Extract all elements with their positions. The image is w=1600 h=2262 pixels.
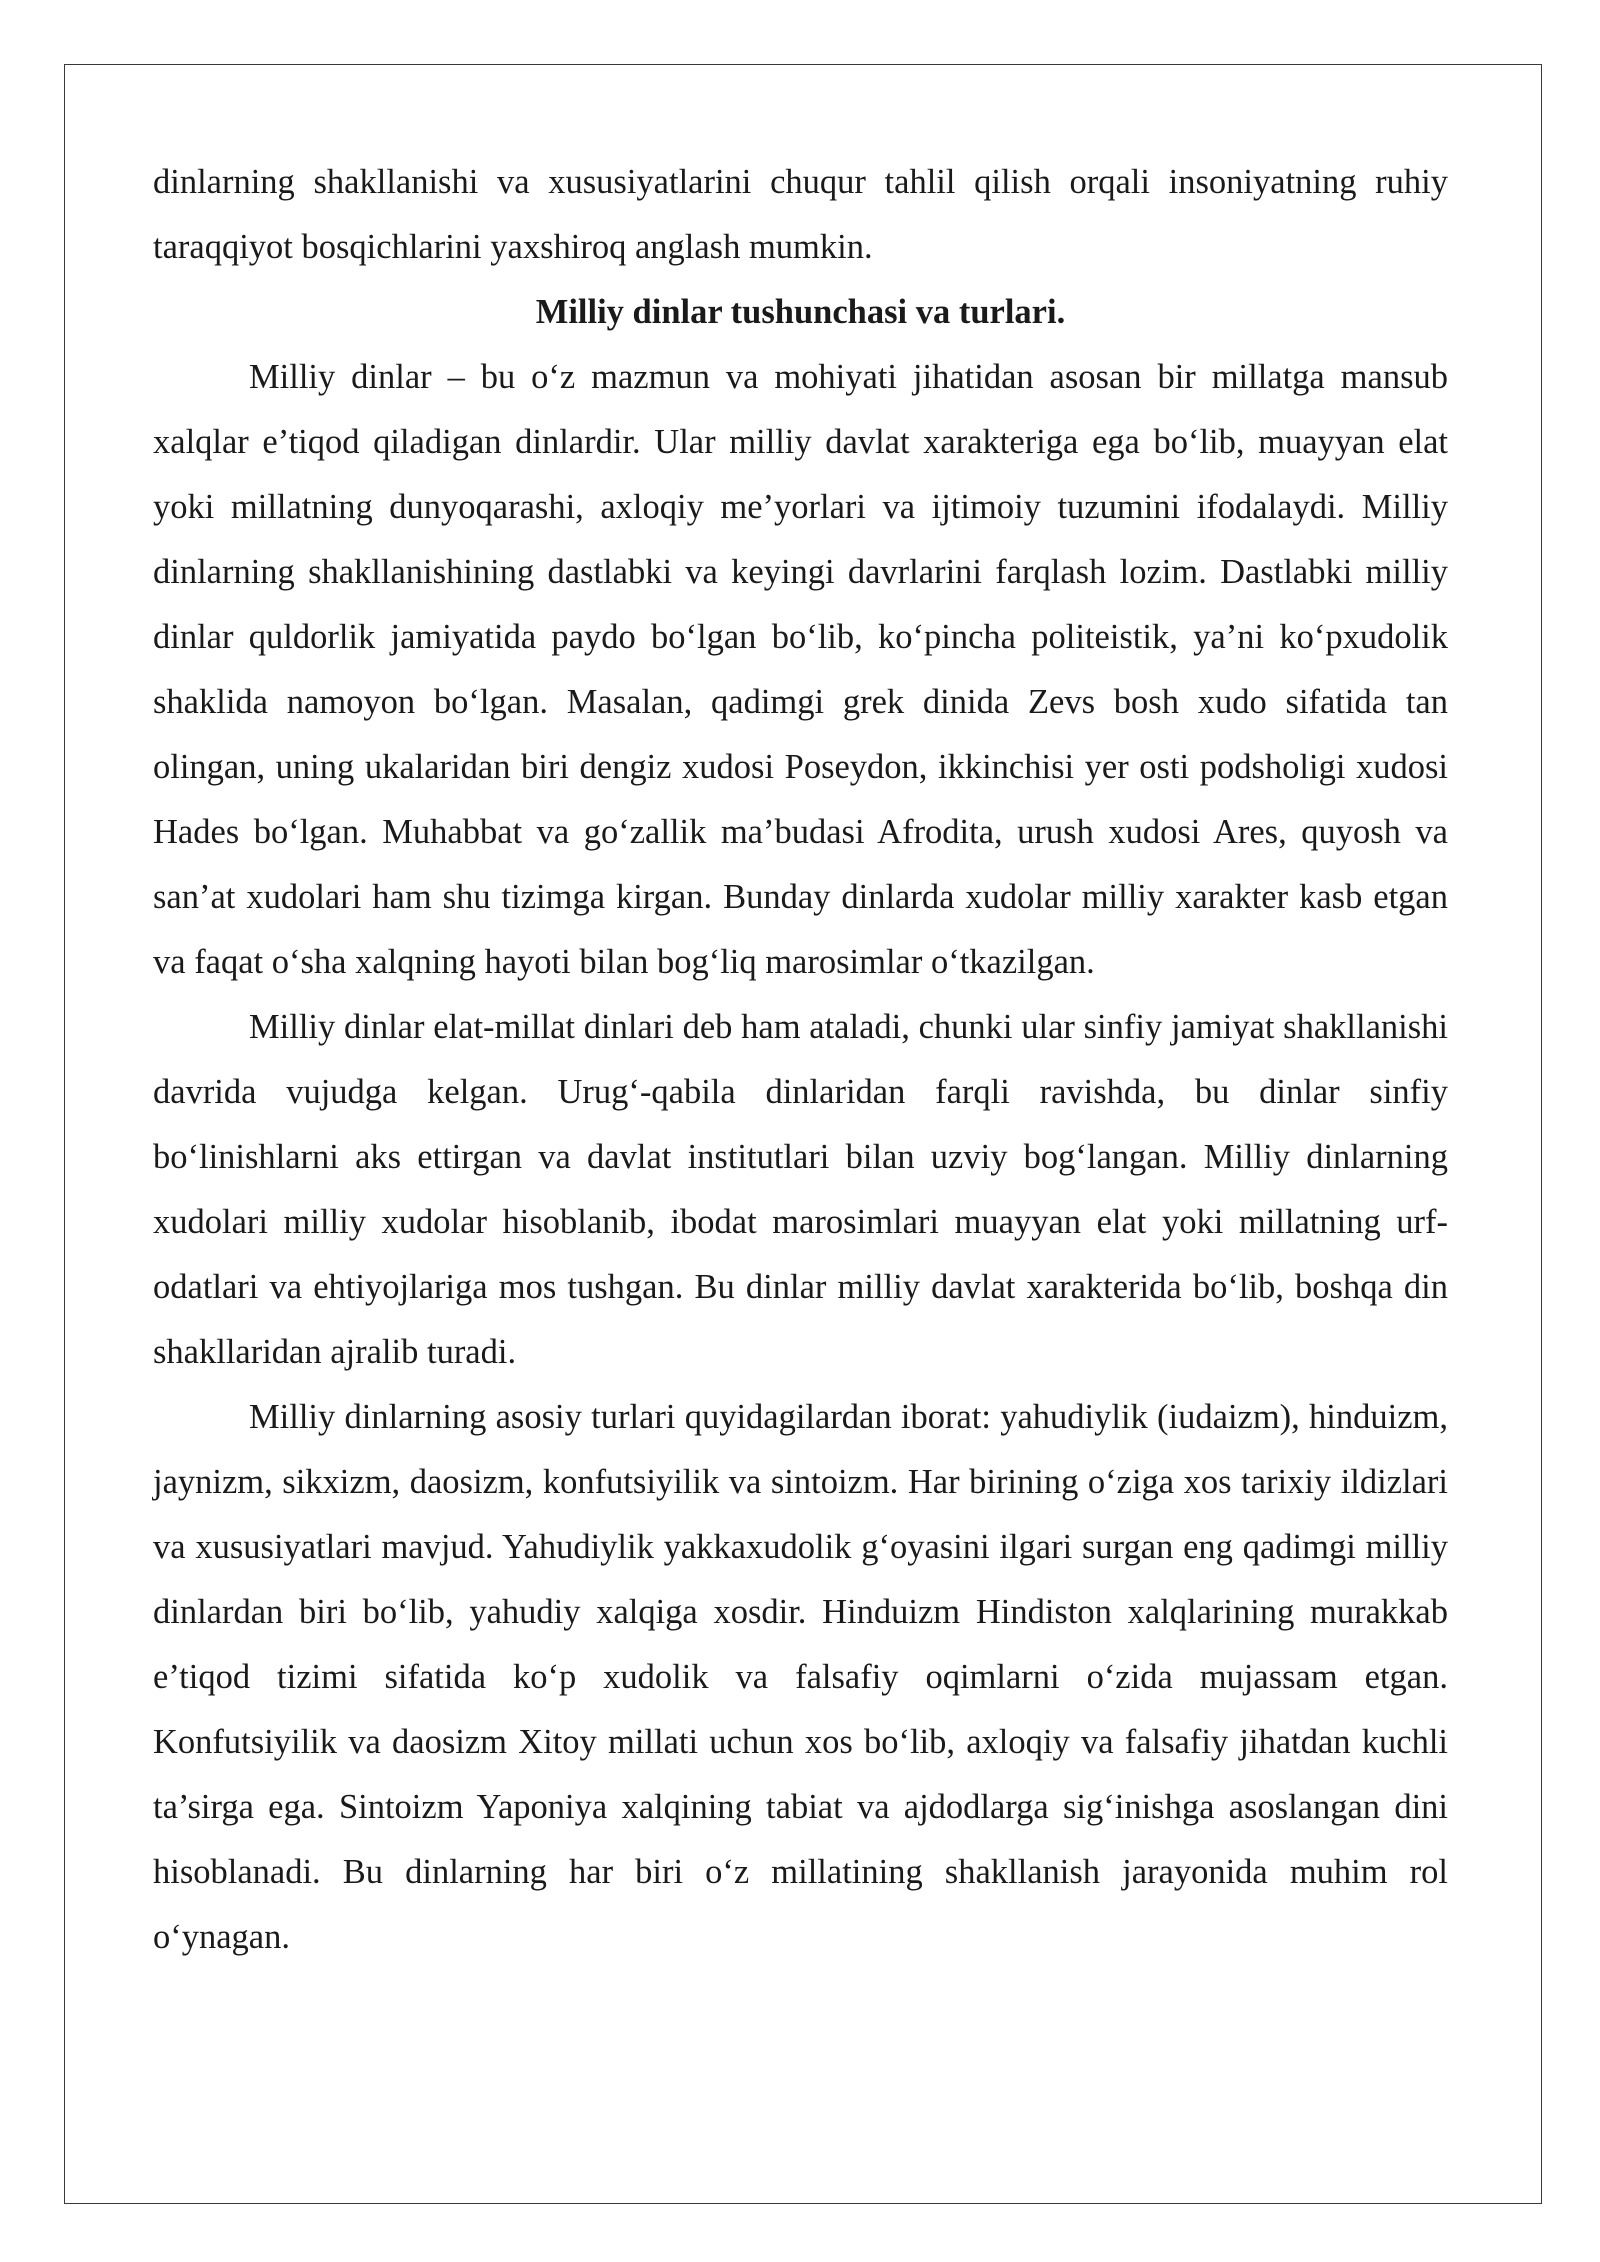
section-heading: Milliy dinlar tushunchasi va turlari. <box>535 293 1066 331</box>
document-body <box>153 150 1448 1970</box>
body-paragraph: Milliy dinlar elat-millat dinlari deb ham ataladi, chunki ular sinfiy jamiyat shakllanishi davrida vujudga kelgan. Urug‘-qabila dinlaridan farqli ravishda, bu dinlar sinfiy bo‘linishlarni aks ettirgan va davlat institutlari bilan uzviy bog‘langan. Milliy dinlarning xudolari milliy xudolar hisoblanib, ibodat marosimlari muayyan elat yoki millatning urf-odatlari va ehtiyojlariga mos tushgan. Bu dinlar milliy davlat xarakterida bo‘lib, boshqa din shakllaridan ajralib turadi. <box>153 1008 1448 1371</box>
intro-paragraph: dinlarning shakllanishi va xususiyatlarini chuqur tahlil qilish orqali insoniyatning ruhiy taraqqiyot bosqichlarini yaxshiroq anglash mumkin. <box>153 163 1448 266</box>
body-paragraph: Milliy dinlarning asosiy turlari quyidagilardan iborat: yahudiylik (iudaizm), hinduizm, jaynizm, sikxizm, daosizm, konfutsiyilik va sintoizm. Har birining o‘ziga xos tarixiy ildizlari va xususiyatlari mavjud. Yahudiylik yakkaxudolik g‘oyasini ilgari surgan eng qadimgi milliy dinlardan biri bo‘lib, yahudiy xalqiga xosdir. Hinduizm Hindiston xalqlarining murakkab e’tiqod tizimi sifatida ko‘p xudolik va falsafiy oqimlarni o‘zida mujassam etgan. Konfutsiyilik va daosizm Xitoy millati uchun xos bo‘lib, axloqiy va falsafiy jihatdan kuchli ta’sirga ega. Sintoizm Yaponiya xalqining tabiat va ajdodlarga sig‘inishga asoslangan dini hisoblanadi. Bu dinlarning har biri o‘z millatining shakllanish jarayonida muhim rol o‘ynagan. <box>153 1398 1448 1956</box>
body-paragraph: Milliy dinlar – bu o‘z mazmun va mohiyati jihatidan asosan bir millatga mansub xalqlar e’tiqod qiladigan dinlardir. Ular milliy davlat xarakteriga ega bo‘lib, muayyan elat yoki millatning dunyoqarashi, axloqiy me’yorlari va ijtimoiy tuzumini ifodalaydi. Milliy dinlarning shakllanishining dastlabki va keyingi davrlarini farqlash lozim. Dastlabki milliy dinlar quldorlik jamiyatida paydo bo‘lgan bo‘lib, ko‘pincha politeistik, ya’ni ko‘pxudolik shaklida namoyon bo‘lgan. Masalan, qadimgi grek dinida Zevs bosh xudo sifatida tan olingan, uning ukalaridan biri dengiz xudosi Poseydon, ikkinchisi yer osti podsholigi xudosi Hades bo‘lgan. Muhabbat va go‘zallik ma’budasi Afrodita, urush xudosi Ares, quyosh va san’at xudolari ham shu tizimga kirgan. Bunday dinlarda xudolar milliy xarakter kasb etgan va faqat o‘sha xalqning hayoti bilan bog‘liq marosimlar o‘tkazilgan. <box>153 358 1448 981</box>
